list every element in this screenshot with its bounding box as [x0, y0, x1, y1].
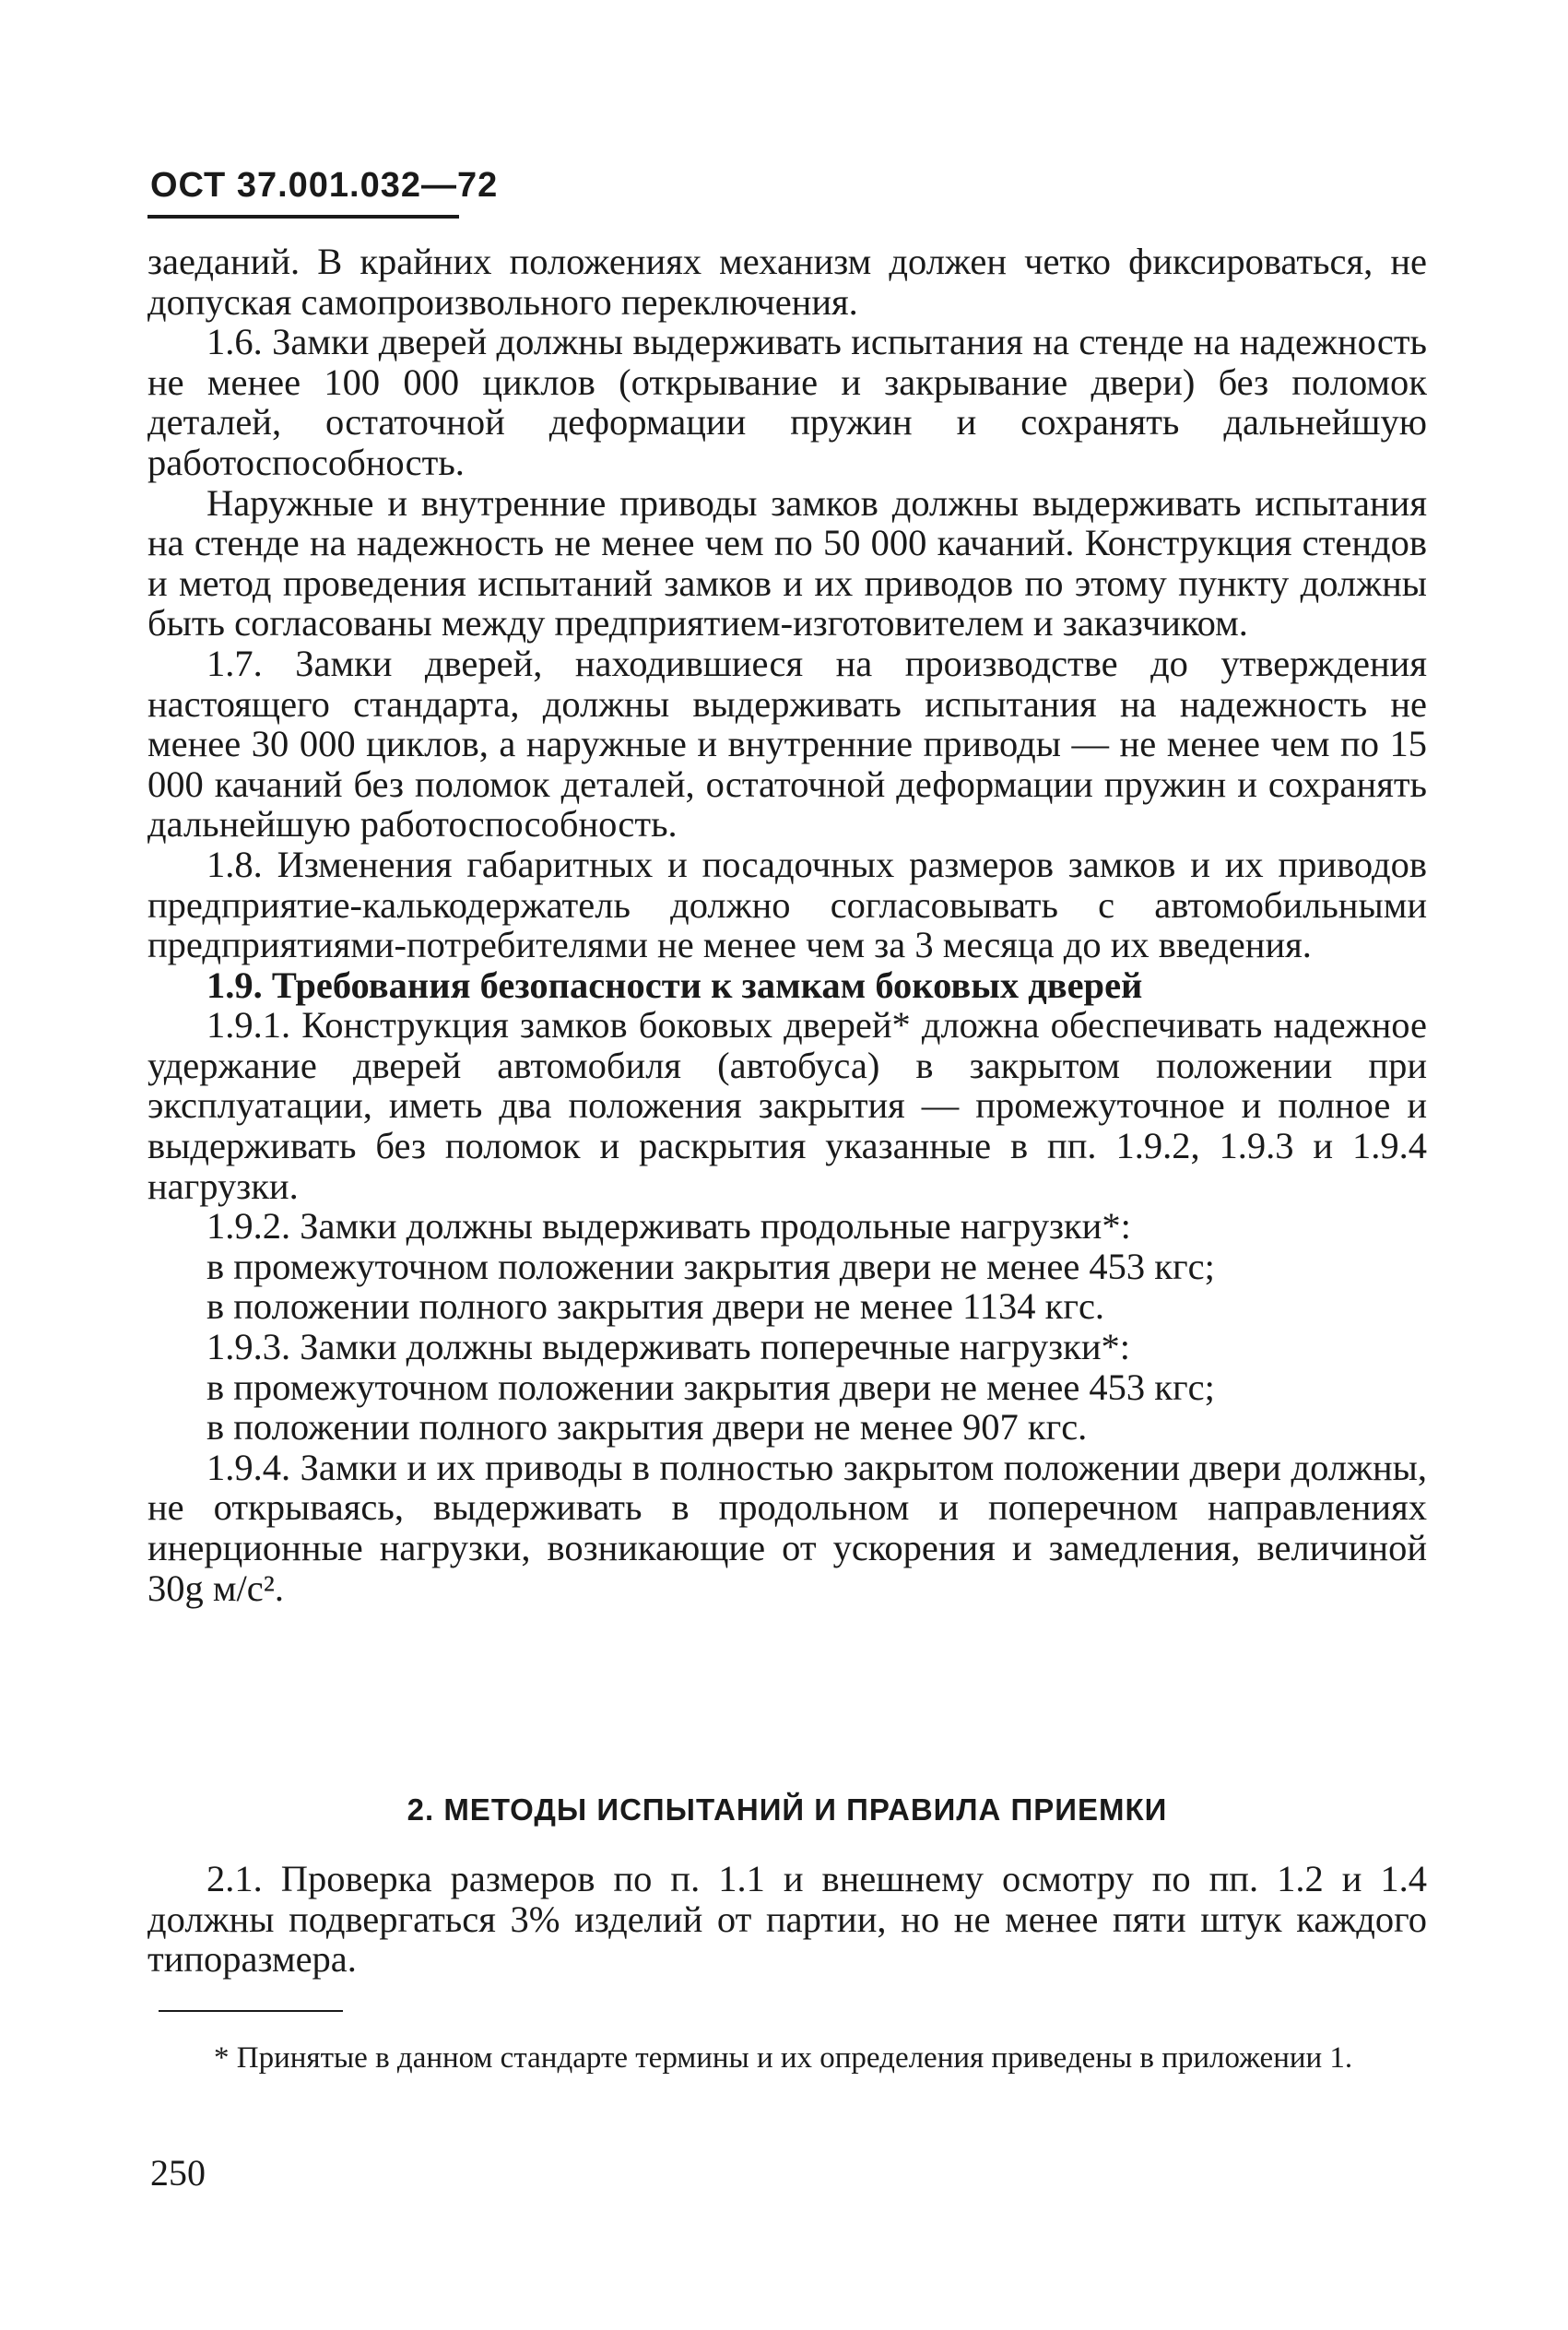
paragraph-drives: Наружные и внутренние приводы замков должны выдерживать испытания на стенде на надежность не менее чем по 50 000 качаний. Конструкция стендов и метод проведения испытаний замков и их приводов по этому пункту должны быть согласованы между предприятием-изготовителем и заказчиком. — [147, 481, 1427, 645]
paragraph-1-9-2: 1.9.2. Замки должны выдерживать продольные нагрузки*: — [206, 1205, 1131, 1248]
footnote: * Принятые в данном стандарте термины и их определения приведены в приложении 1. — [214, 2041, 1353, 2075]
paragraph-1-9-4: 1.9.4. Замки и их приводы в полностью закрытом положении двери должны, не открываясь, выдерживать в продольном и поперечном направлениях инерционные нагрузки, возникающие от ускорения и замедления, величиной 30g м/с². — [147, 1446, 1427, 1609]
section-text — [147, 1859, 1427, 1980]
paragraph-continuation: заеданий. В крайних положениях механизм должен четко фиксироваться, не допуская самопроизвольного переключения. — [147, 241, 1427, 323]
footnote-rule — [159, 2010, 343, 2012]
paragraph-1-9-2-intermediate: в промежуточном положении закрытия двери не менее 453 кгс; — [206, 1245, 1215, 1287]
paragraph-1-7: 1.7. Замки дверей, находившиеся на производстве до утверждения настоящего стандарта, должны выдерживать испытания на надежность не менее 30 000 циклов, а наружные и внутренние приводы — не менее чем по 15 000 качаний без поломок деталей, остаточной деформации пружин и сохранять дальнейшую работоспособность. — [147, 642, 1427, 846]
paragraph-1-9-3-full: в положении полного закрытия двери не менее 907 кгс. — [206, 1406, 1088, 1449]
subheading-1-9: 1.9. Требования безопасности к замкам боковых дверей — [206, 964, 1143, 1006]
page-number: 250 — [150, 2152, 206, 2194]
document-header: ОСТ 37.001.032—72 — [150, 166, 499, 205]
paragraph-1-9-3: 1.9.3. Замки должны выдерживать поперечные нагрузки*: — [206, 1326, 1130, 1368]
section-title: 2. МЕТОДЫ ИСПЫТАНИЙ И ПРАВИЛА ПРИЕМКИ — [407, 1792, 1168, 1827]
paragraph-1-9-1: 1.9.1. Конструкция замков боковых дверей* дложна обеспечивать надежное удержание дверей автомобиля (автобуса) в закрытом положении при эксплуатации, иметь два положения закрытия — промежуточное и полное и выдерживать без поломок и раскрытия указанные в пп. 1.9.2, 1.9.3 и 1.9.4 нагрузки. — [147, 1004, 1427, 1207]
header-rule — [147, 215, 459, 219]
main-text — [147, 242, 1427, 1608]
paragraph-1-9-2-full: в положении полного закрытия двери не менее 1134 кгс. — [206, 1285, 1105, 1328]
paragraph-2-1: 2.1. Проверка размеров по п. 1.1 и внешнему осмотру по пп. 1.2 и 1.4 должны подвергаться 3% изделий от партии, но не менее пяти штук каждого типоразмера. — [147, 1858, 1427, 1981]
paragraph-1-9-3-intermediate: в промежуточном положении закрытия двери не менее 453 кгс; — [206, 1366, 1215, 1408]
paragraph-1-8: 1.8. Изменения габаритных и посадочных размеров замков и их приводов предприятие-калькодержатель должно согласовывать с автомобильными предприятиями-потребителями не менее чем за 3 месяца до их введения. — [147, 843, 1427, 966]
paragraph-1-6: 1.6. Замки дверей должны выдерживать испытания на стенде на надежность не менее 100 000 циклов (открывание и закрывание двери) без поломок деталей, остаточной деформации пружин и сохранять дальнейшую работоспособность. — [147, 321, 1427, 483]
